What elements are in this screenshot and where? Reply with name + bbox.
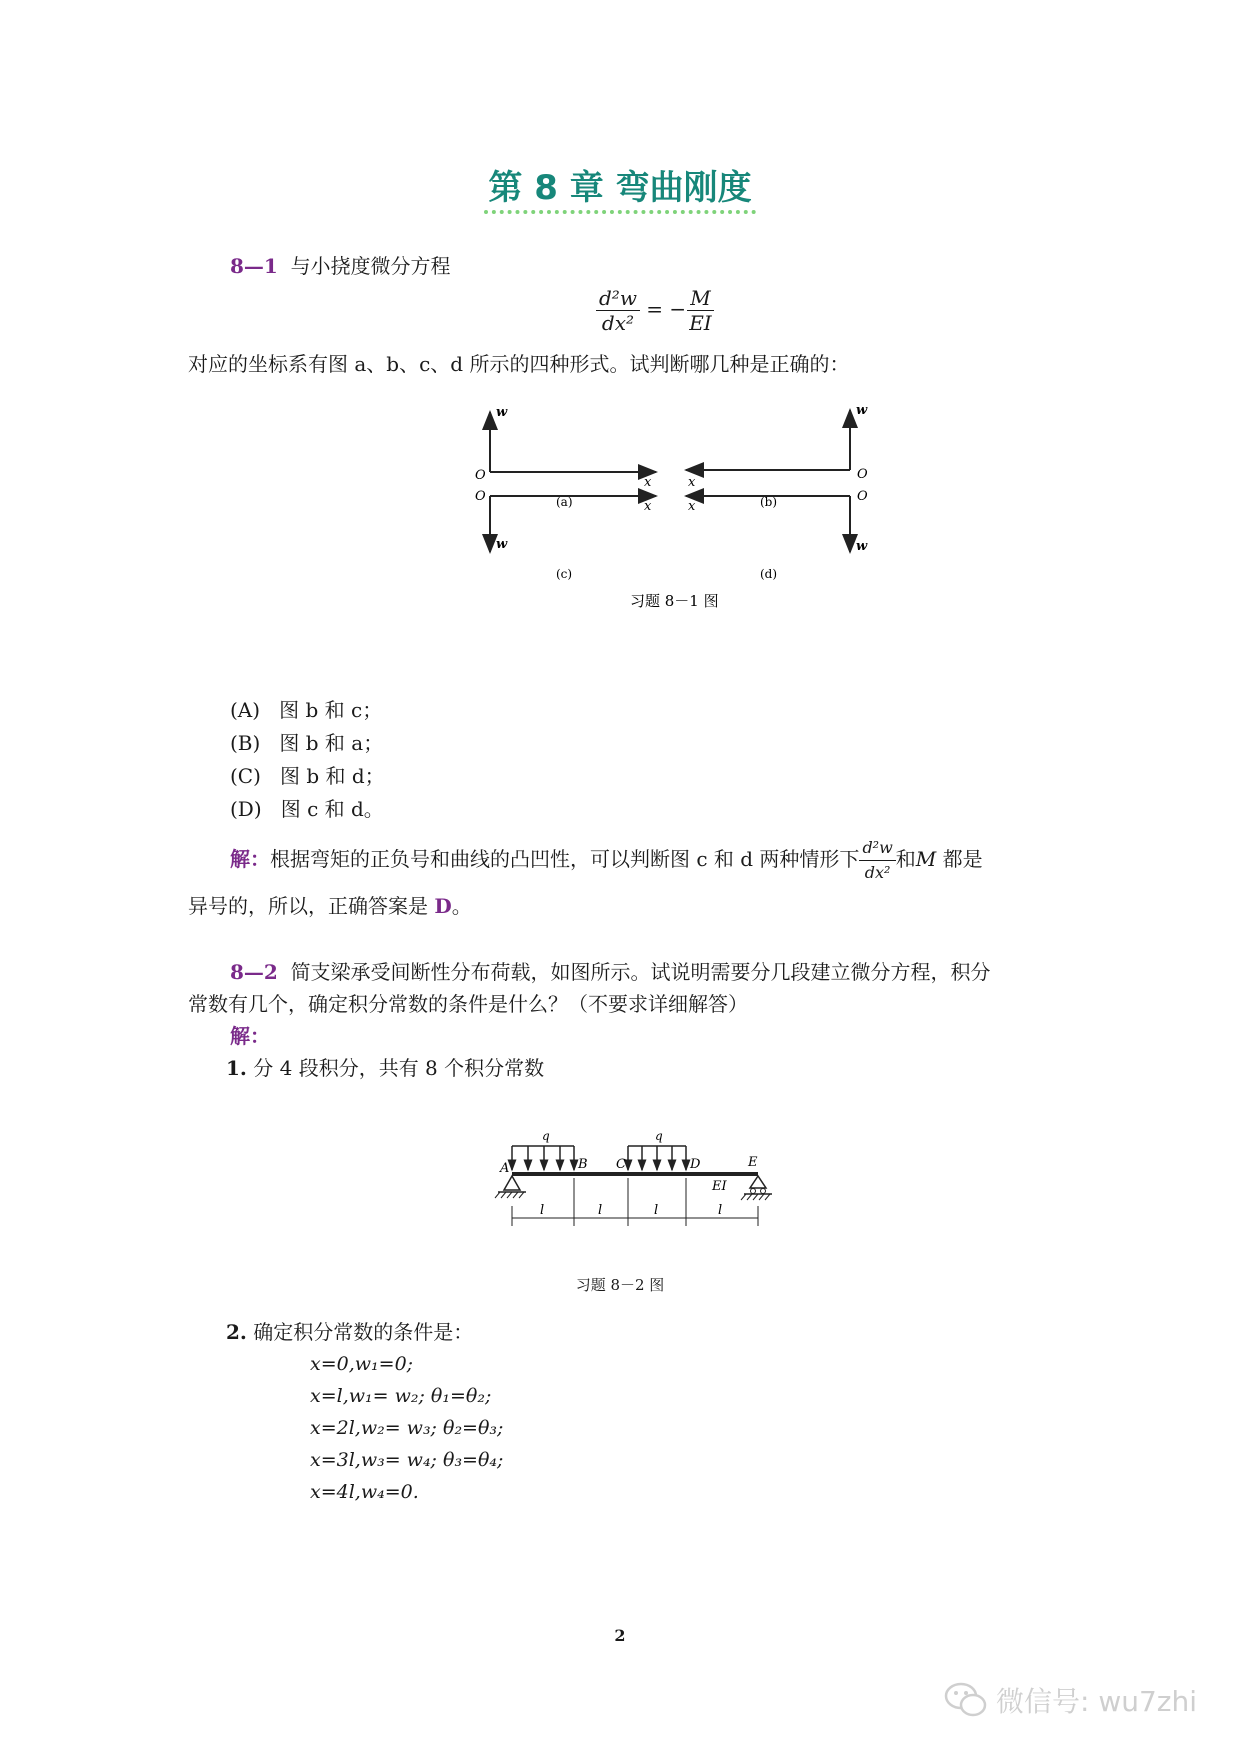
w-axis-label: w [856, 539, 868, 554]
x-axis-label: x [644, 499, 652, 514]
point-a-label: A [500, 1161, 510, 1176]
solution-8-1-line2 [188, 890, 472, 922]
eq-sign: = − [639, 297, 687, 321]
distributed-load-2 [628, 1129, 686, 1170]
condition-2: x=l,w₁= w₂; θ₁=θ₂; [310, 1385, 492, 1407]
watermark-text: 微信号: wu7zhi [996, 1685, 1198, 1718]
boundary-conditions [310, 1348, 503, 1508]
figure-b-label: (b) [760, 495, 778, 509]
figure-d-label: (d) [760, 567, 778, 581]
wechat-watermark [944, 1680, 1197, 1720]
wechat-icon [944, 1682, 988, 1718]
problem-number: 8—1 [230, 254, 278, 278]
condition-5: x=4l,w₄=0. [310, 1481, 419, 1503]
span-label: l [540, 1203, 545, 1218]
step-1-text: 分 4 段积分，共有 8 个积分常数 [253, 1056, 545, 1080]
span-label: l [598, 1203, 603, 1218]
solution-text: 根据弯矩的正负号和曲线的凸凹性，可以判断图 c 和 d 两种情形下 [270, 847, 860, 871]
solution-fraction-num: d²w [859, 836, 895, 861]
origin-label: O [857, 489, 868, 504]
origin-label: O [475, 489, 486, 504]
problem-8-2-line2: 常数有几个，确定积分常数的条件是什么？（不要求详细解答） [188, 992, 748, 1016]
solution-label: 解： [230, 847, 270, 871]
solution-m: M [915, 847, 937, 871]
figure-b [686, 403, 868, 509]
eq-rhs-numerator: M [687, 286, 713, 311]
solution-text-end: 都是 [936, 847, 983, 871]
origin-label: O [857, 467, 868, 482]
figure-a-label: (a) [556, 495, 573, 509]
figure-c-label: (c) [556, 567, 573, 581]
step-number: 1. [226, 1056, 247, 1080]
pin-support [495, 1176, 526, 1198]
q-label: q [655, 1129, 663, 1143]
figure-a [475, 405, 656, 509]
span-label: l [654, 1203, 659, 1218]
coordinate-systems-figure [460, 400, 880, 650]
options-list [230, 694, 385, 826]
x-axis-label: x [688, 499, 696, 514]
problem-lead: 与小挠度微分方程 [290, 254, 451, 278]
point-b-label: B [578, 1157, 588, 1172]
figure-8-2-caption: 习题 8－2 图 [575, 1276, 665, 1294]
span-label: l [718, 1203, 723, 1218]
point-e-label: E [748, 1155, 758, 1170]
solution-line2-text: 异号的，所以，正确答案是 [188, 894, 435, 918]
roller-support [741, 1176, 772, 1200]
step-number: 2. [226, 1320, 247, 1344]
step-2-text: 确定积分常数的条件是： [253, 1320, 474, 1344]
condition-1: x=0,w₁=0; [310, 1353, 414, 1375]
chapter-title: 第 8 章 弯曲刚度 [0, 160, 1240, 209]
step-1 [226, 1052, 544, 1084]
option-a: (A) 图 b 和 c； [230, 698, 383, 722]
beam-figure [490, 1118, 790, 1248]
w-axis-label: w [496, 405, 508, 420]
solution-answer: D [434, 894, 452, 918]
option-c: (C) 图 b 和 d； [230, 764, 385, 788]
solution-8-2-label: 解： [230, 1024, 270, 1048]
problem-8-1-description: 对应的坐标系有图 a、b、c、d 所示的四种形式。试判断哪几种是正确的： [188, 352, 850, 376]
point-d-label: D [690, 1157, 701, 1172]
x-axis-label: x [688, 475, 696, 490]
condition-4: x=3l,w₃= w₄; θ₃=θ₄; [310, 1449, 504, 1471]
problem-8-1-heading [230, 250, 451, 282]
solution-8-1-line1 [230, 836, 983, 885]
ei-label: EI [712, 1179, 727, 1194]
q-label: q [542, 1129, 550, 1143]
w-axis-label: w [496, 537, 508, 552]
w-axis-label: w [856, 403, 868, 418]
problem-8-2-line1 [230, 956, 991, 988]
problem-number: 8—2 [230, 960, 278, 984]
condition-3: x=2l,w₂= w₃; θ₂=θ₃; [310, 1417, 504, 1439]
solution-line2-end: 。 [451, 894, 472, 918]
distributed-load-1 [512, 1129, 574, 1170]
problem-8-2-text: 简支梁承受间断性分布荷载，如图所示。试说明需要分几段建立微分方程，积分 [290, 960, 991, 984]
page-number: 2 [614, 1626, 626, 1645]
origin-label: O [475, 468, 486, 483]
point-c-label: C [616, 1157, 626, 1172]
solution-fraction-den: dx² [864, 863, 891, 882]
option-d: (D) 图 c 和 d。 [230, 797, 384, 821]
eq-denominator: dx² [601, 311, 635, 335]
figure-8-1-caption: 习题 8－1 图 [630, 592, 719, 610]
x-axis-label: x [644, 475, 652, 490]
differential-equation [596, 286, 715, 335]
step-2 [226, 1316, 473, 1348]
eq-rhs-denominator: EI [689, 311, 712, 335]
option-b: (B) 图 b 和 a； [230, 731, 384, 755]
eq-numerator: d²w [596, 286, 640, 311]
solution-and: 和 [895, 847, 916, 871]
